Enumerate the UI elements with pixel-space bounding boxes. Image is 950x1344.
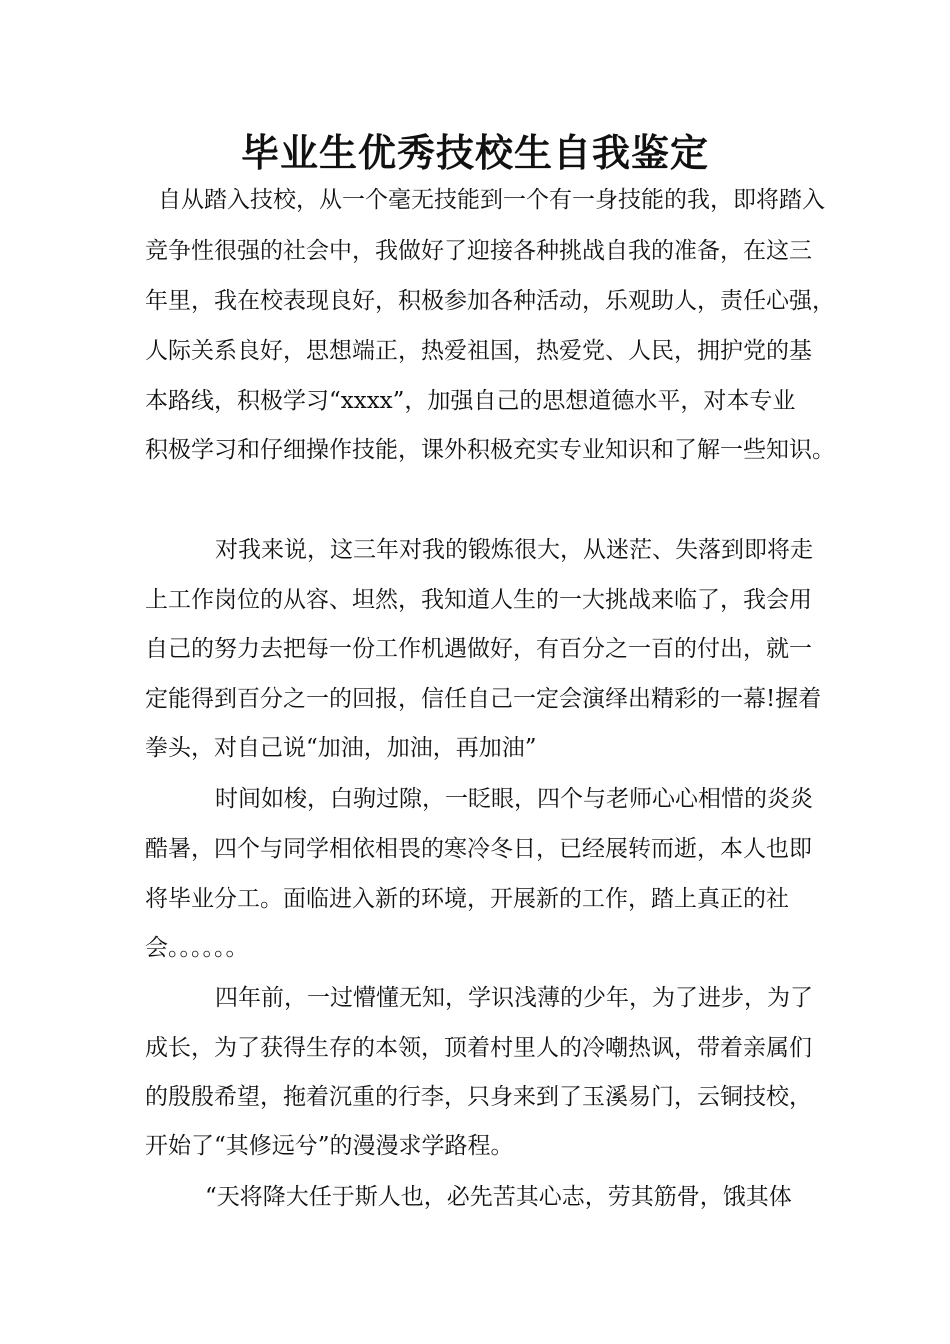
text-line: 定能得到百分之一的回报，信任自己一定会演绎出精彩的一幕!握着 bbox=[145, 686, 822, 712]
text-line: 酷暑，四个与同学相依相畏的寒冷冬日，已经展转而逝，本人也即 bbox=[145, 836, 812, 862]
text-line: 上工作岗位的从容、坦然，我知道人生的一大挑战来临了，我会用 bbox=[145, 587, 812, 613]
text-line: 时间如梭，白驹过隙，一眨眼，四个与老师心心相惜的炎炎 bbox=[215, 786, 813, 812]
text-line: 自从踏入技校，从一个毫无技能到一个有一身技能的我，即将踏入 bbox=[158, 187, 825, 213]
text-line: 的殷殷希望，拖着沉重的行李，只身来到了玉溪易门，云铜技校， bbox=[145, 1084, 812, 1110]
document-title: 毕业生优秀技校生自我鉴定 bbox=[240, 131, 709, 175]
text-line: 将毕业分工。面临进入新的环境，开展新的工作，踏上真正的社 bbox=[145, 886, 789, 912]
text-line: 会。。。。。。 bbox=[145, 935, 249, 961]
text-line: 开始了“其修远兮”的漫漫求学路程。 bbox=[145, 1133, 514, 1159]
text-line: 年里，我在校表现良好，积极参加各种活动，乐观助人，责任心强， bbox=[145, 288, 835, 314]
text-line: 对我来说，这三年对我的锻炼很大，从迷茫、失落到即将走 bbox=[215, 537, 813, 563]
text-line: 积极学习和仔细操作技能，课外积极充实专业知识和了解一些知识。 bbox=[145, 437, 835, 463]
text-line: 竞争性很强的社会中，我做好了迎接各种挑战自我的准备，在这三 bbox=[145, 238, 812, 264]
text-line: 四年前，一过懵懂无知，学识浅薄的少年，为了进步，为了 bbox=[215, 985, 813, 1011]
text-line: 自己的努力去把每一份工作机遇做好，有百分之一百的付出，就一 bbox=[145, 636, 812, 662]
text-line: 拳头，对自己说“加油，加油，再加油” bbox=[145, 735, 537, 761]
text-line: 本路线，积极学习“xxxx”，加强自己的思想道德水平，对本专业 bbox=[145, 388, 796, 414]
text-line: 人际关系良好，思想端正，热爱祖国，热爱党、人民，拥护党的基 bbox=[145, 338, 812, 364]
text-line: 成长，为了获得生存的本领，顶着村里人的冷嘲热讽，带着亲属们 bbox=[145, 1035, 812, 1061]
text-line: “天将降大任于斯人也，必先苦其心志，劳其筋骨，饿其体 bbox=[205, 1184, 792, 1210]
